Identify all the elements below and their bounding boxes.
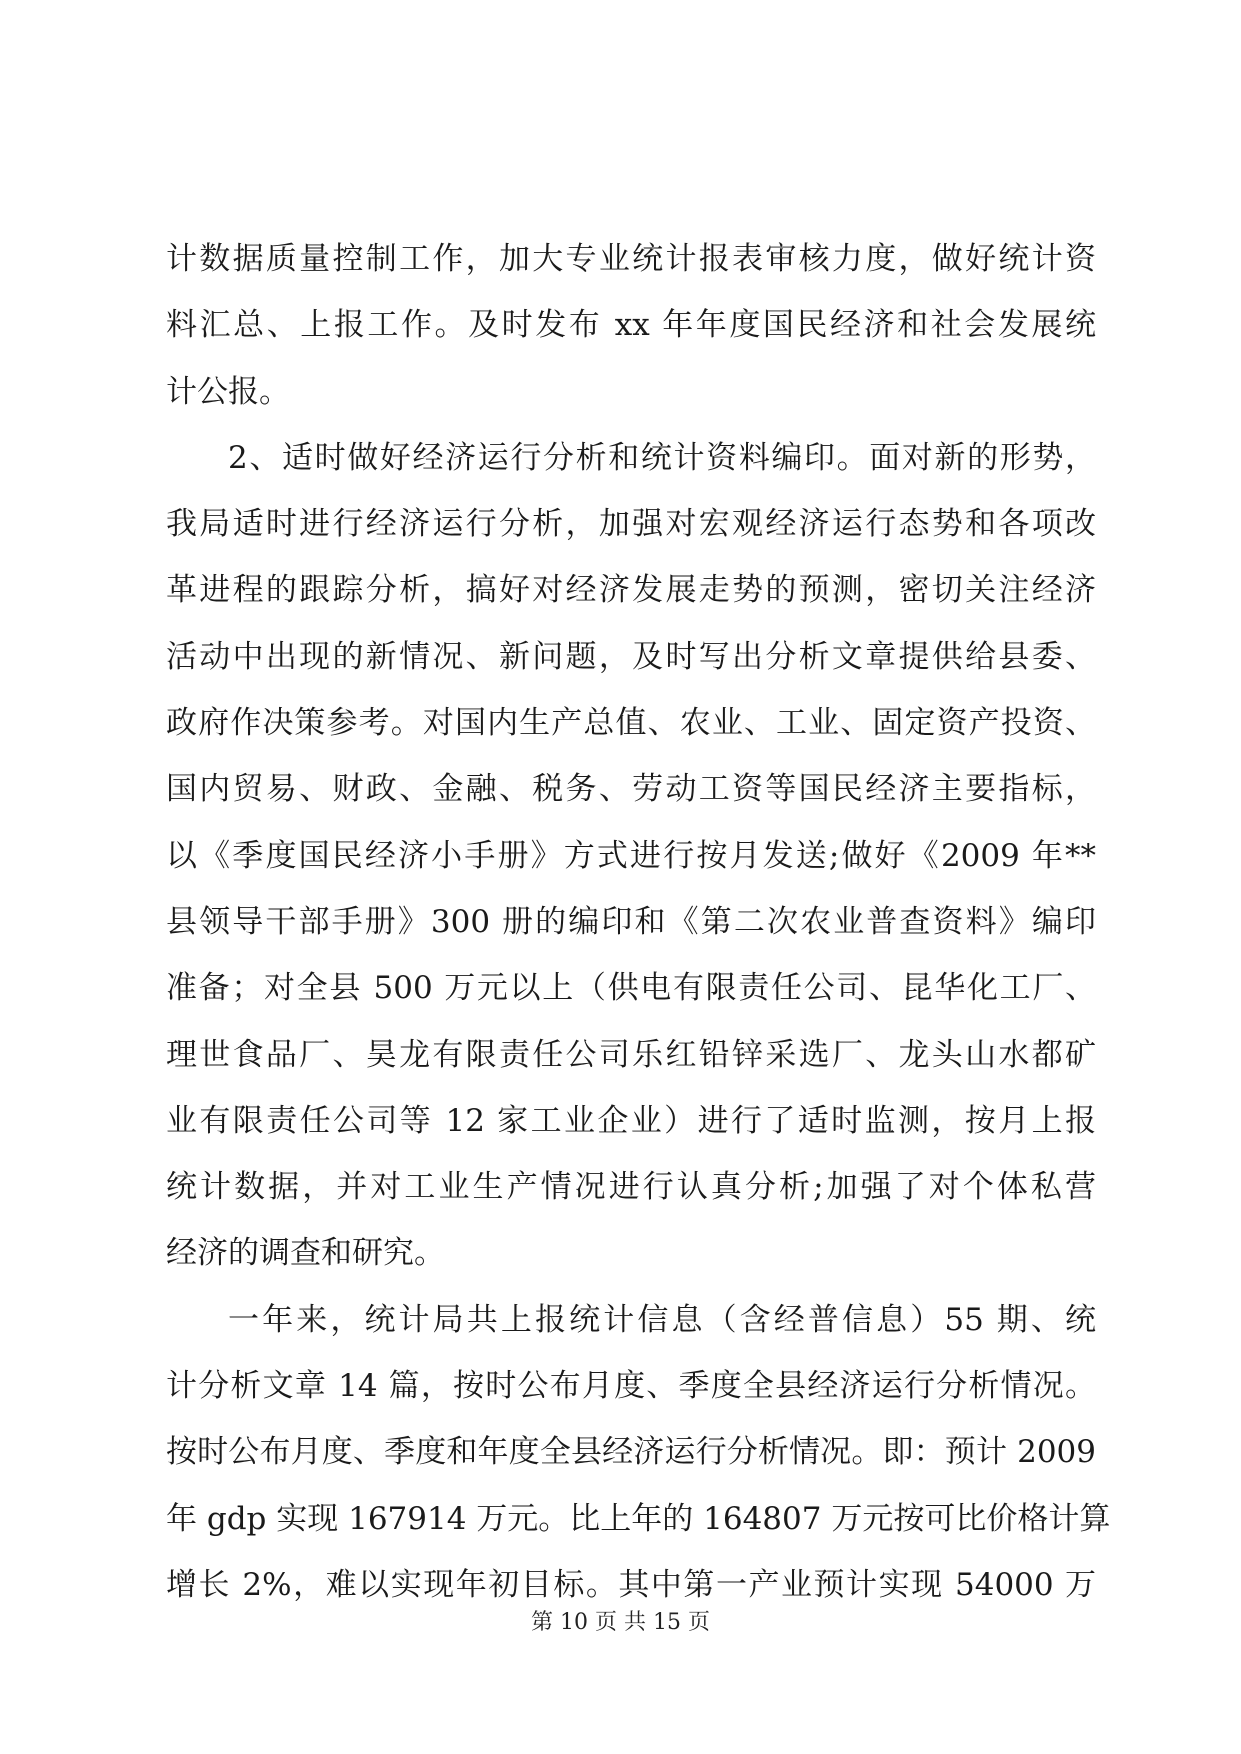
- text-line: 一年来，统计局共上报统计信息（含经普信息）55 期、统: [228, 1301, 1096, 1338]
- text-line: 计数据质量控制工作，加大专业统计报表审核力度，做好统计资: [166, 241, 1096, 277]
- text-line: 计公报。: [166, 373, 290, 410]
- text-line: 2、适时做好经济运行分析和统计资料编印。面对新的形势，: [228, 439, 1096, 476]
- text-line: 国内贸易、财政、金融、税务、劳动工资等国民经济主要指标，: [166, 771, 1096, 808]
- text-line: 经济的调查和研究。: [166, 1235, 445, 1272]
- text-line: 县领导干部手册》300 册的编印和《第二次农业普查资料》编印: [166, 903, 1096, 940]
- text-line: 按时公布月度、季度和年度全县经济运行分析情况。即：预计 2009: [166, 1434, 1096, 1471]
- text-line: 业有限责任公司等 12 家工业企业）进行了适时监测，按月上报: [166, 1102, 1096, 1139]
- text-line: 活动中出现的新情况、新问题，及时写出分析文章提供给县委、: [166, 638, 1096, 675]
- text-line: 准备；对全县 500 万元以上（供电有限责任公司、昆华化工厂、: [166, 970, 1096, 1007]
- text-line: 我局适时进行经济运行分析，加强对宏观经济运行态势和各项改: [166, 506, 1096, 543]
- text-line: 增长 2%，难以实现年初目标。其中第一产业预计实现 54000 万: [166, 1566, 1096, 1603]
- page-footer: 第 10 页 共 15 页: [531, 1610, 710, 1635]
- body-text: [166, 226, 1111, 1618]
- text-line: 年 gdp 实现 167914 万元。比上年的 164807 万元按可比价格计算: [166, 1500, 1111, 1537]
- text-line: 料汇总、上报工作。及时发布 xx 年年度国民经济和社会发展统: [166, 307, 1096, 344]
- text-line: 革进程的跟踪分析，搞好对经济发展走势的预测，密切关注经济: [166, 572, 1096, 609]
- text-line: 理世食品厂、昊龙有限责任公司乐红铅锌采选厂、龙头山水都矿: [166, 1036, 1096, 1073]
- text-line: 计分析文章 14 篇，按时公布月度、季度全县经济运行分析情况。: [166, 1368, 1096, 1405]
- text-line: 统计数据，并对工业生产情况进行认真分析;加强了对个体私营: [166, 1169, 1096, 1206]
- text-line: 以《季度国民经济小手册》方式进行按月发送;做好《2009 年**: [166, 837, 1096, 874]
- text-line: 政府作决策参考。对国内生产总值、农业、工业、固定资产投资、: [166, 705, 1096, 742]
